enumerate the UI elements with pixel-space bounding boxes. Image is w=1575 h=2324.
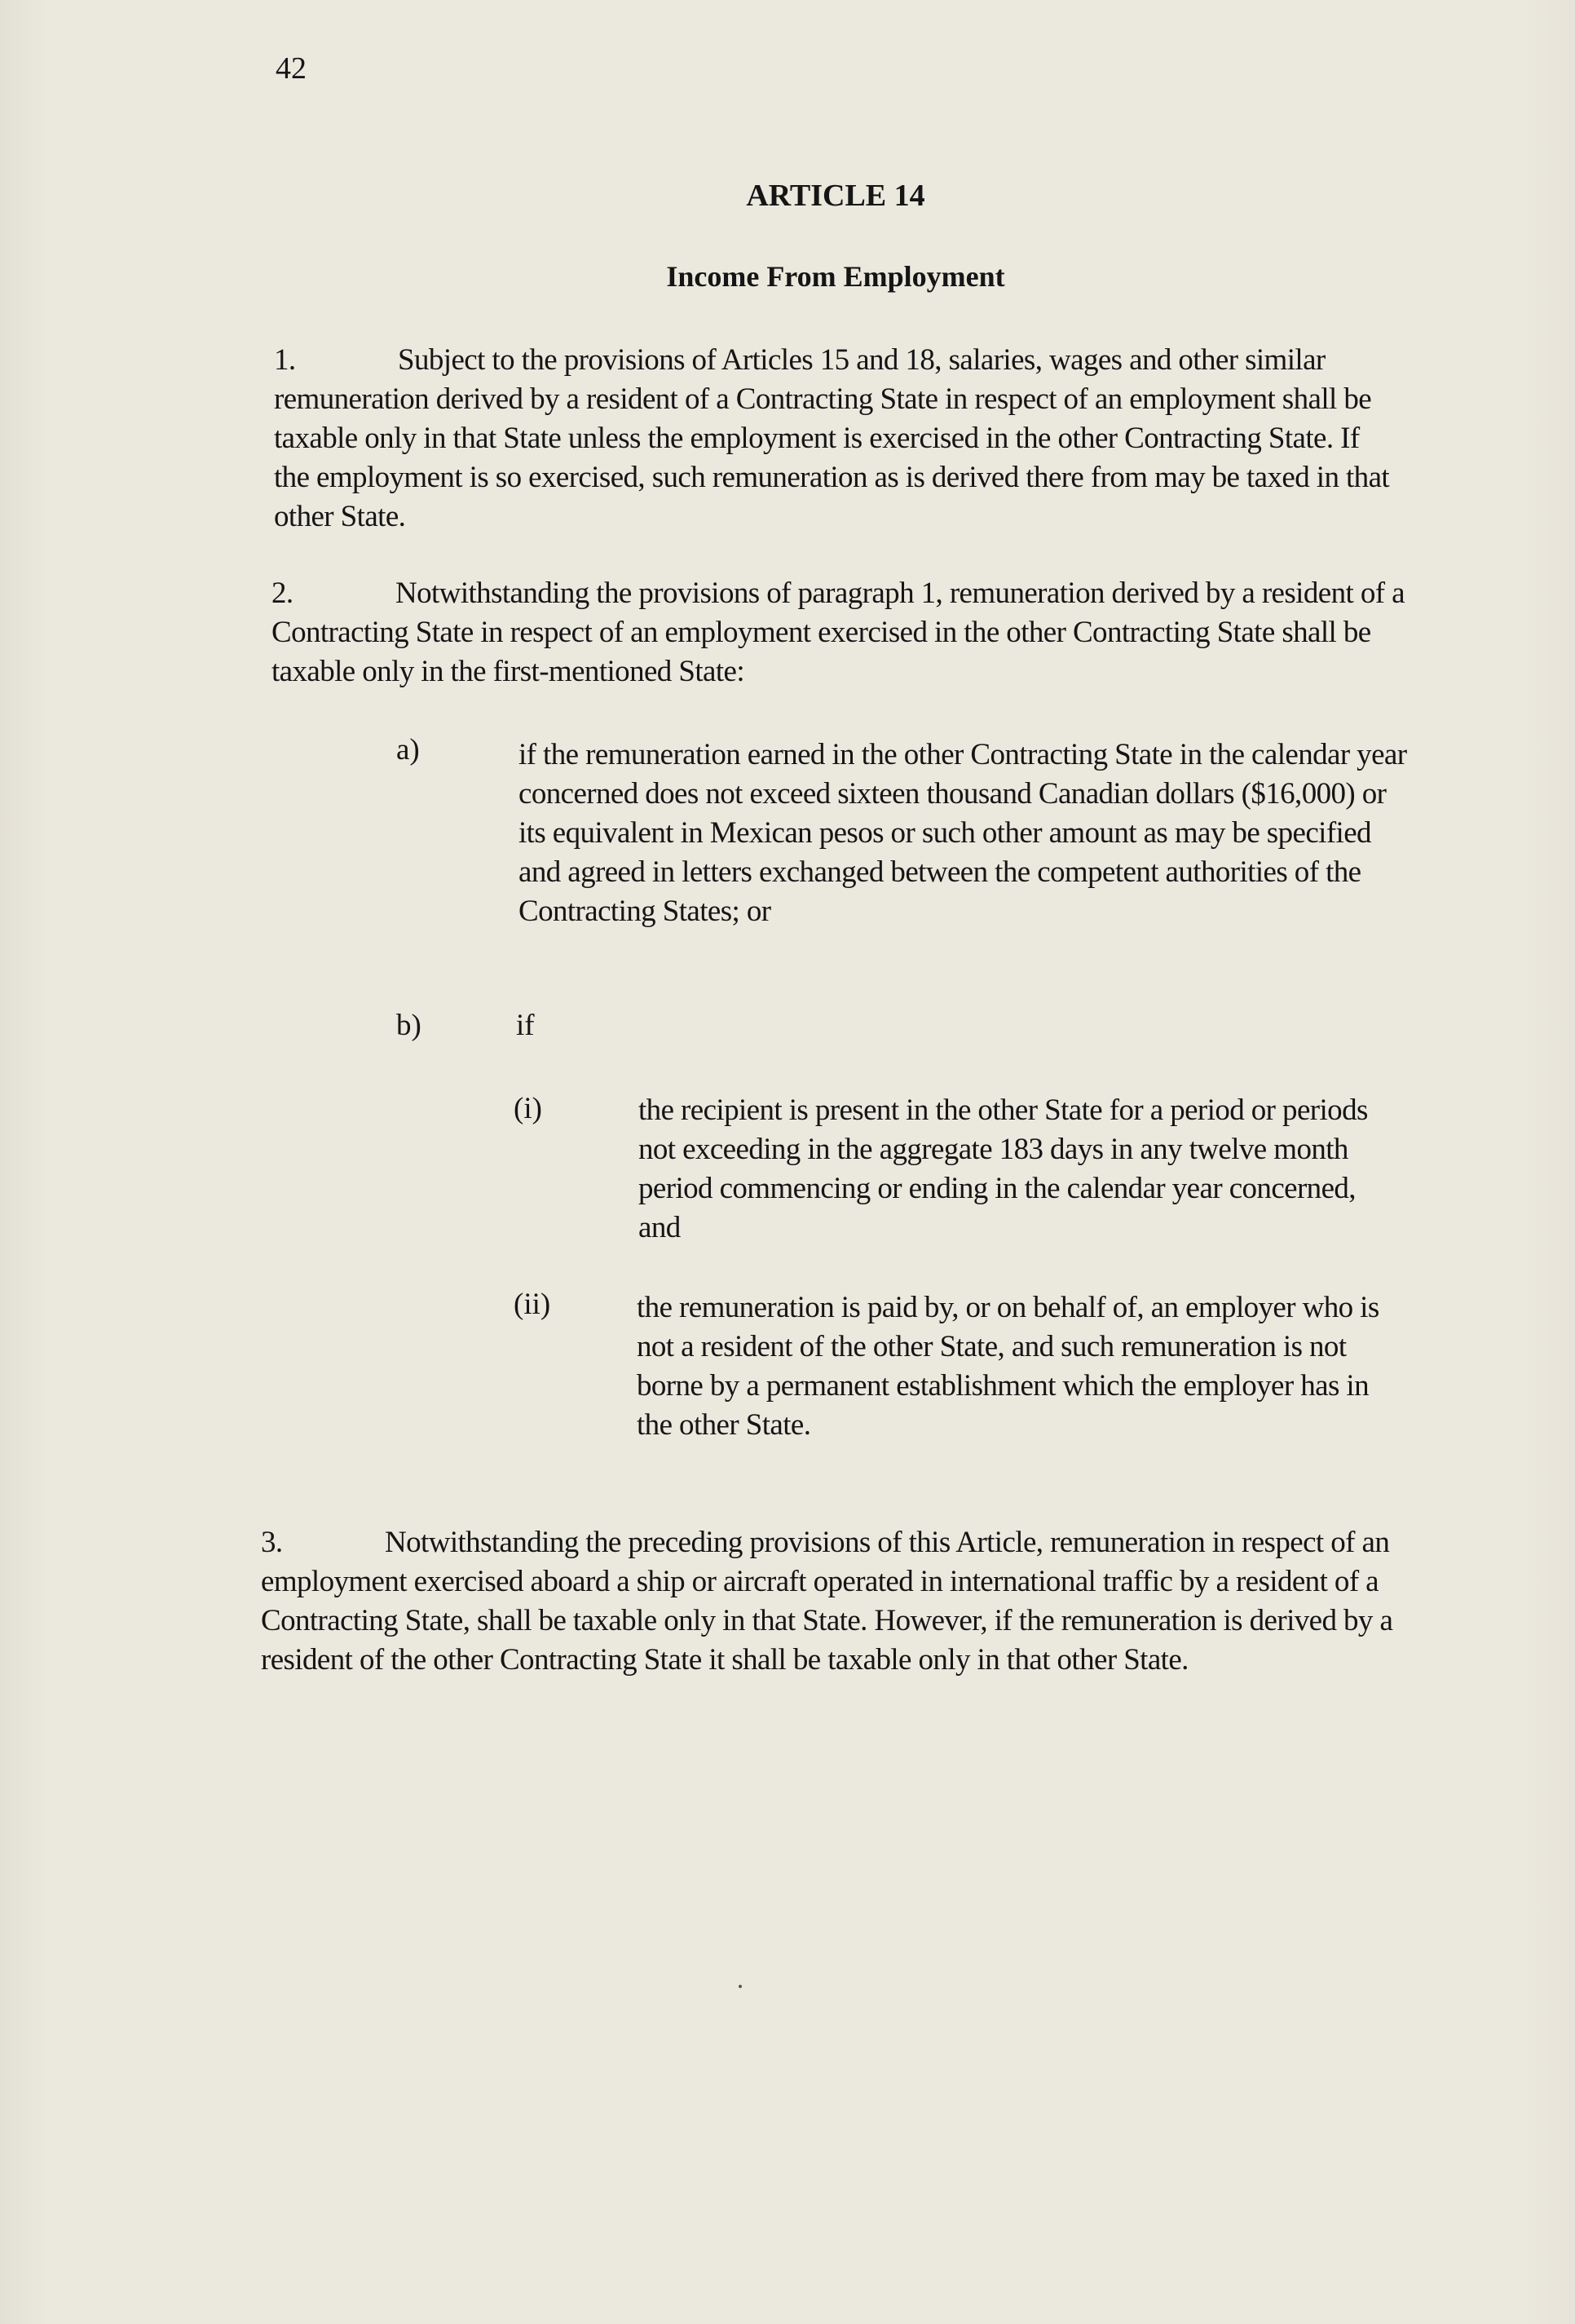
paragraph-1 [274,341,1399,537]
paragraph-2-number: 2. [271,577,293,610]
subitem-ii-label: (ii) [514,1288,551,1321]
article-subtitle: Income From Employment [666,260,1005,293]
item-b-text: if [516,1009,535,1042]
paragraph-1-text: Subject to the provisions of Articles 15 and 18, salaries, wages and other similar remuneration derived by a resident of a Contracting State in respect of an employment shall be taxable only in that State unless the employment is exercised in the other Contracting State. If the employment is so exercised, such remuneration as is derived there from may be taxed in that other State. [274,343,1390,533]
paragraph-3-text: Notwithstanding the preceding provisions of this Article, remuneration in respect of an employment exercised aboard a ship or aircraft operated in international traffic by a resident of a Contracting State, shall be taxable only in that State. However, if the remuneration is derived by a resident of the other Contracting State it shall be taxable only in that other State. [261,1526,1393,1677]
paragraph-2 [271,574,1405,691]
item-b-label: b) [396,1009,421,1042]
subitem-i-label: (i) [514,1092,542,1125]
paragraph-3 [261,1523,1402,1680]
paragraph-3-number: 3. [261,1526,283,1559]
page-number: 42 [276,51,307,86]
item-a-text: if the remuneration earned in the other Contracting State in the calendar year concerned does not exceed sixteen thousand Canadian dollars ($16,000) or its equivalent in Mexican pesos or such other amount as may be specified and agreed in letters exchanged between the competent authorities of the Contracting States; or [518,738,1407,928]
stray-mark [739,1985,742,1988]
paragraph-2-text: Notwithstanding the provisions of paragraph 1, remuneration derived by a resident of a Contracting State in respect of an employment exercised in the other Contracting State shall be taxable only in the first-mentioned State: [271,577,1405,688]
article-title: ARTICLE 14 [746,179,925,213]
subitem-ii-text: the remuneration is paid by, or on behalf of, an employer who is not a resident of the other State, and such remuneration is not borne by a permanent establishment which the employer has in the other State. [637,1291,1379,1442]
item-a-label: a) [396,733,420,767]
subitem-i-text: the recipient is present in the other State for a period or periods not exceeding in the aggregate 183 days in any twelve month period commencing or ending in the calendar year concerned, and [638,1094,1368,1244]
paragraph-1-number: 1. [274,343,296,377]
